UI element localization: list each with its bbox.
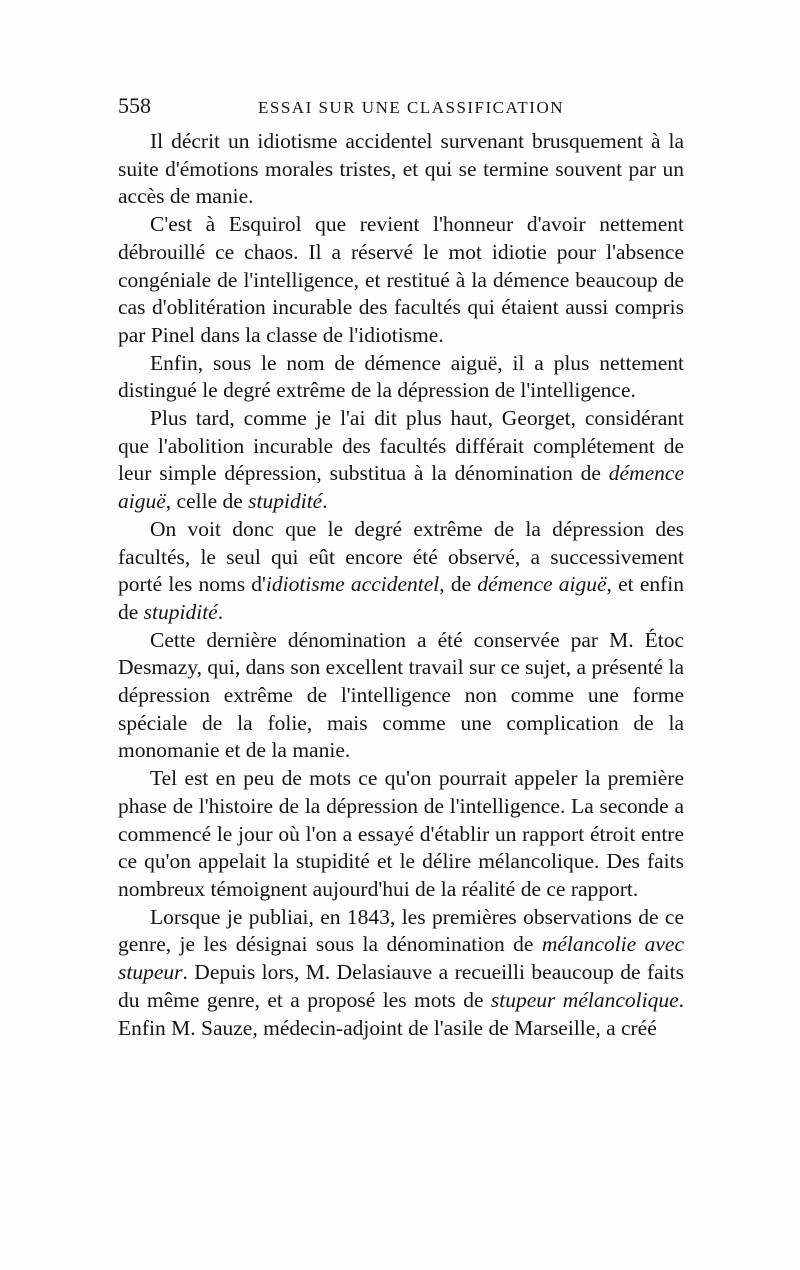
page-text-block [118, 92, 684, 1042]
paragraph-4-text-c: . [322, 489, 328, 514]
paragraph-1 [118, 128, 684, 211]
paragraph-6 [118, 627, 684, 766]
paragraph-6-text: Cette dernière dénomination a été conservée par M. Étoc Desmazy, qui, dans son excellent travail sur ce sujet, a présenté la dépression extrême de l'intelligence non comme une forme spéciale de la folie, mais comme une complication de la monomanie et de la manie. [118, 627, 684, 763]
page-number: 558 [118, 93, 151, 118]
page-header [118, 92, 684, 128]
paragraph-4-text-b: , celle de [165, 489, 249, 514]
paragraph-7-text: Tel est en peu de mots ce qu'on pourrait appeler la première phase de l'histoire de la dépression de l'intelligence. La seconde a commencé le jour où l'on a essayé d'établir un rapport étroit entre ce qu'on appelait la stupidité et le délire mélancolique. Des faits nombreux témoignent aujourd'hui de la réalité de ce rapport. [118, 766, 684, 901]
paragraph-8-text-c: . Enfin M. Sauze, médecin-adjoint de l'asile de Marseille, a créé [118, 987, 684, 1040]
paragraph-3-text: Enfin, sous le nom de démence aiguë, il a plus nettement distingué le degré extrême de la dépression de l'intelligence. [118, 350, 684, 403]
paragraph-8-text-a: Lorsque je publiai, en 1843, les premières observations de ce genre, je les désignai sous la dénomination de [118, 904, 684, 957]
paragraph-2 [118, 211, 684, 350]
paragraph-8-italic-stupeur: stupeur mélancolique [490, 987, 679, 1012]
paragraph-5-text-a: On voit donc que le degré extrême de la dépression des facultés, le seul qui eût encore été observé, a successivement porté les noms d' [118, 516, 684, 597]
paragraph-5-text-d: . [217, 599, 224, 624]
paragraph-4-italic-demence-aigue: démence aiguë [118, 461, 684, 514]
paragraph-7 [118, 765, 684, 904]
paragraph-4-text-a: Plus tard, comme je l'ai dit plus haut, Georget, considérant que l'abolition incurable des facultés différait complétement de leur simple dépression, substitua à la dénomination de [118, 406, 684, 486]
paragraph-5 [118, 516, 684, 627]
paragraph-5-italic-demence-aigue: démence aiguë [477, 572, 607, 597]
paragraph-8 [118, 904, 684, 1043]
paragraph-8-text-b: . Depuis lors, M. Delasiauve a recueilli beaucoup de faits du même genre, et a proposé les mots de [118, 960, 684, 1012]
paragraph-4 [118, 405, 684, 516]
paragraph-2-text: C'est à Esquirol que revient l'honneur d'avoir nettement débrouillé ce chaos. Il a réservé le mot idiotie pour l'absence congéniale de l'intelligence, et restitué à la démence beaucoup de cas d'oblitération incurable des facultés qui étaient aussi compris par Pinel dans la classe de l'idiotisme. [118, 212, 684, 347]
paragraph-5-italic-idiotisme: idiotisme accidentel [265, 572, 440, 597]
paragraph-5-italic-stupidite: stupidité [143, 599, 218, 624]
paragraph-8-italic-melancolie: mélancolie avec stupeur [118, 932, 684, 985]
paragraph-3 [118, 350, 684, 405]
paragraph-4-italic-stupidite: stupidité [248, 489, 323, 514]
running-head: ESSAI SUR UNE CLASSIFICATION [258, 98, 565, 117]
paragraph-5-text-c: , et enfin de [118, 572, 684, 624]
paragraph-5-text-b: , de [439, 572, 478, 597]
paragraph-1-text: Il décrit un idiotisme accidentel survenant brusquement à la suite d'émotions morales tristes, et qui se termine souvent par un accès de manie. [118, 129, 684, 209]
